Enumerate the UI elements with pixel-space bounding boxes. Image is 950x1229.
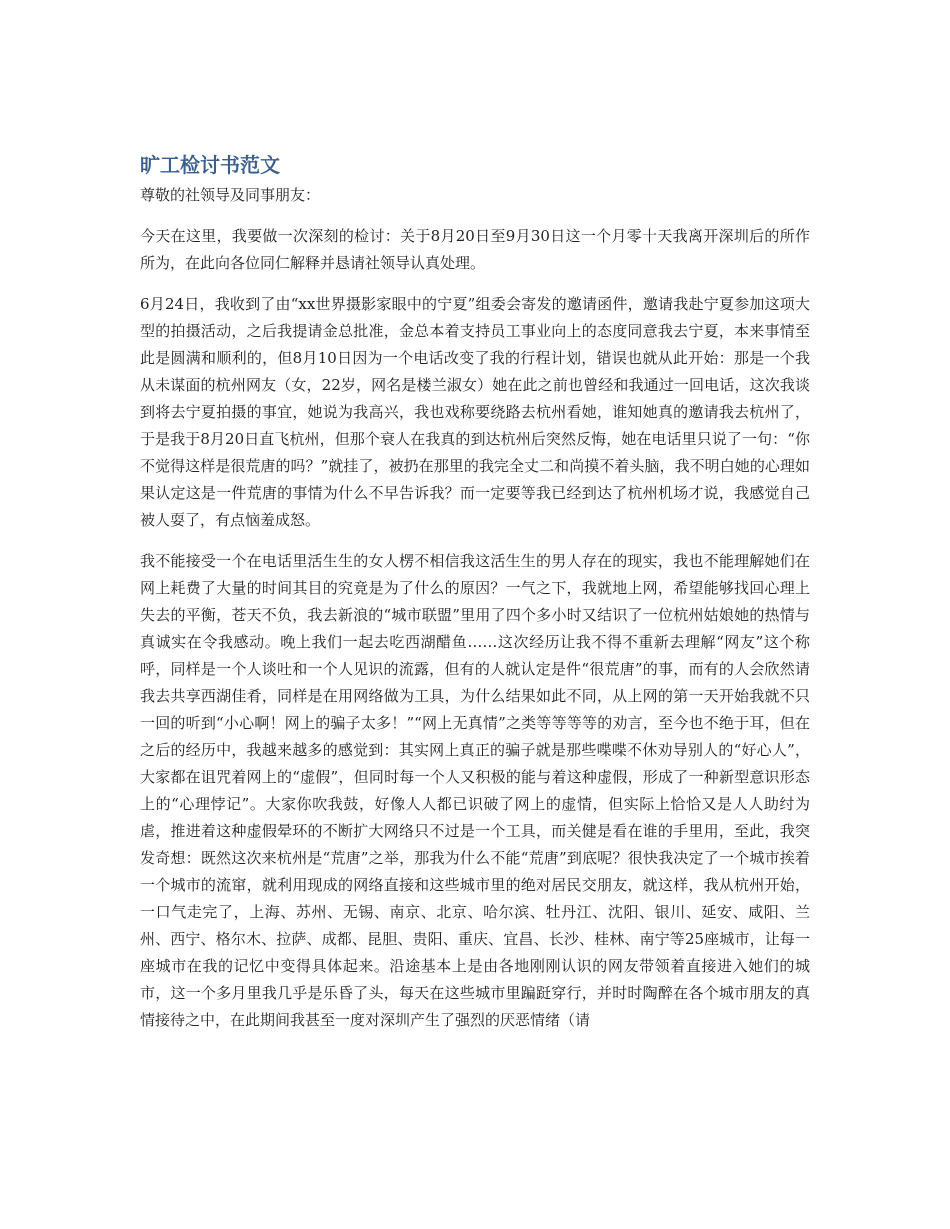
paragraph-1: 今天在这里，我要做一次深刻的检讨：关于8月20日至9月30日这一个月零十天我离开深圳后的所作所为，在此向各位同仁解释并恳请社领导认真处理。 <box>140 227 810 272</box>
paragraph-2: 6月24日，我收到了由“xx世界摄影家眼中的宁夏”组委会寄发的邀请函件，邀请我赴宁夏参加这项大型的拍摄活动，之后我提请金总批准，金总本着支持员工事业向上的态度同意我去宁夏，本来事情至此是圆满和顺利的，但8月10日因为一个电话改变了我的行程计划，错误也就从此开始：那是一个我从未谋面的杭州网友（女，22岁，网名是楼兰淑女）她在此之前也曾经和我通过一回电话，这次我谈到将去宁夏拍摄的事宜，她说为我高兴，我也戏称要绕路去杭州看她，谁知她真的邀请我去杭州了，于是我于8月20日直飞杭州，但那个衰人在我真的到达杭州后突然反悔，她在电话里只说了一句：“你不觉得这样是很荒唐的吗？”就挂了，被扔在那里的我完全丈二和尚摸不着头脑，我不明白她的心理如果认定这是一件荒唐的事情为什么不早告诉我？而一定要等我已经到达了杭州机场才说，我感觉自己被人耍了，有点恼羞成怒。 <box>140 295 810 529</box>
document-page <box>140 150 810 1048</box>
salutation: 尊敬的社领导及同事朋友： <box>140 186 321 204</box>
paragraph-3: 我不能接受一个在电话里活生生的女人楞不相信我这活生生的男人存在的现实，我也不能理解她们在网上耗费了大量的时间其目的究竟是为了什么的原因？一气之下，我就地上网，希望能够找回心理上失去的平衡，苍天不负，我去新浪的“城市联盟”里用了四个多小时又结识了一位杭州姑娘她的热情与真诚实在令我感动。晚上我们一起去吃西湖醋鱼……这次经历让我不得不重新去理解“网友”这个称呼，同样是一个人谈吐和一个人见识的流露，但有的人就认定是件“很荒唐”的事，而有的人会欣然请我去共享西湖佳肴，同样是在用网络做为工具，为什么结果如此不同，从上网的第一天开始我就不只一回的听到“小心啊！网上的骗子太多！”“网上无真情”之类等等等等的劝言，至今也不绝于耳，但在之后的经历中，我越来越多的感觉到：其实网上真正的骗子就是那些喋喋不休劝导别人的“好心人”，大家都在诅咒着网上的“虚假”，但同时每一个人又积极的能与着这种虚假，形成了一种新型意识形态上的“心理悖记”。大家你吹我鼓，好像人人都已识破了网上的虚情，但实际上恰恰又是人人助纣为虐，推进着这种虚假晕环的不断扩大网络只不过是一个工具，而关健是看在谁的手里用，至此，我突发奇想：既然这次来杭州是“荒唐”之举，那我为什么不能“荒唐”到底呢？很快我决定了一个城市挨着一个城市的流窜，就利用现成的网络直接和这些城市里的绝对居民交朋友，就这样，我从杭州开始，一口气走完了，上海、苏州、无锡、南京、北京、哈尔滨、牡丹江、沈阳、银川、延安、咸阳、兰州、西宁、格尔木、拉萨、成都、昆胆、贵阳、重庆、宜昌、长沙、桂林、南宁等25座城市，让每一座城市在我的记忆中变得具体起来。沿途基本上是由各地刚刚认识的网友带领着直接进入她们的城市，这一个多月里我几乎是乐昏了头，每天在这些城市里蹁跹穿行，并时时陶醉在各个城市朋友的真情接待之中，在此期间我甚至一度对深圳产生了强烈的厌恶情绪（请 <box>140 552 810 1029</box>
document-title: 旷工检讨书范文 <box>140 153 280 177</box>
